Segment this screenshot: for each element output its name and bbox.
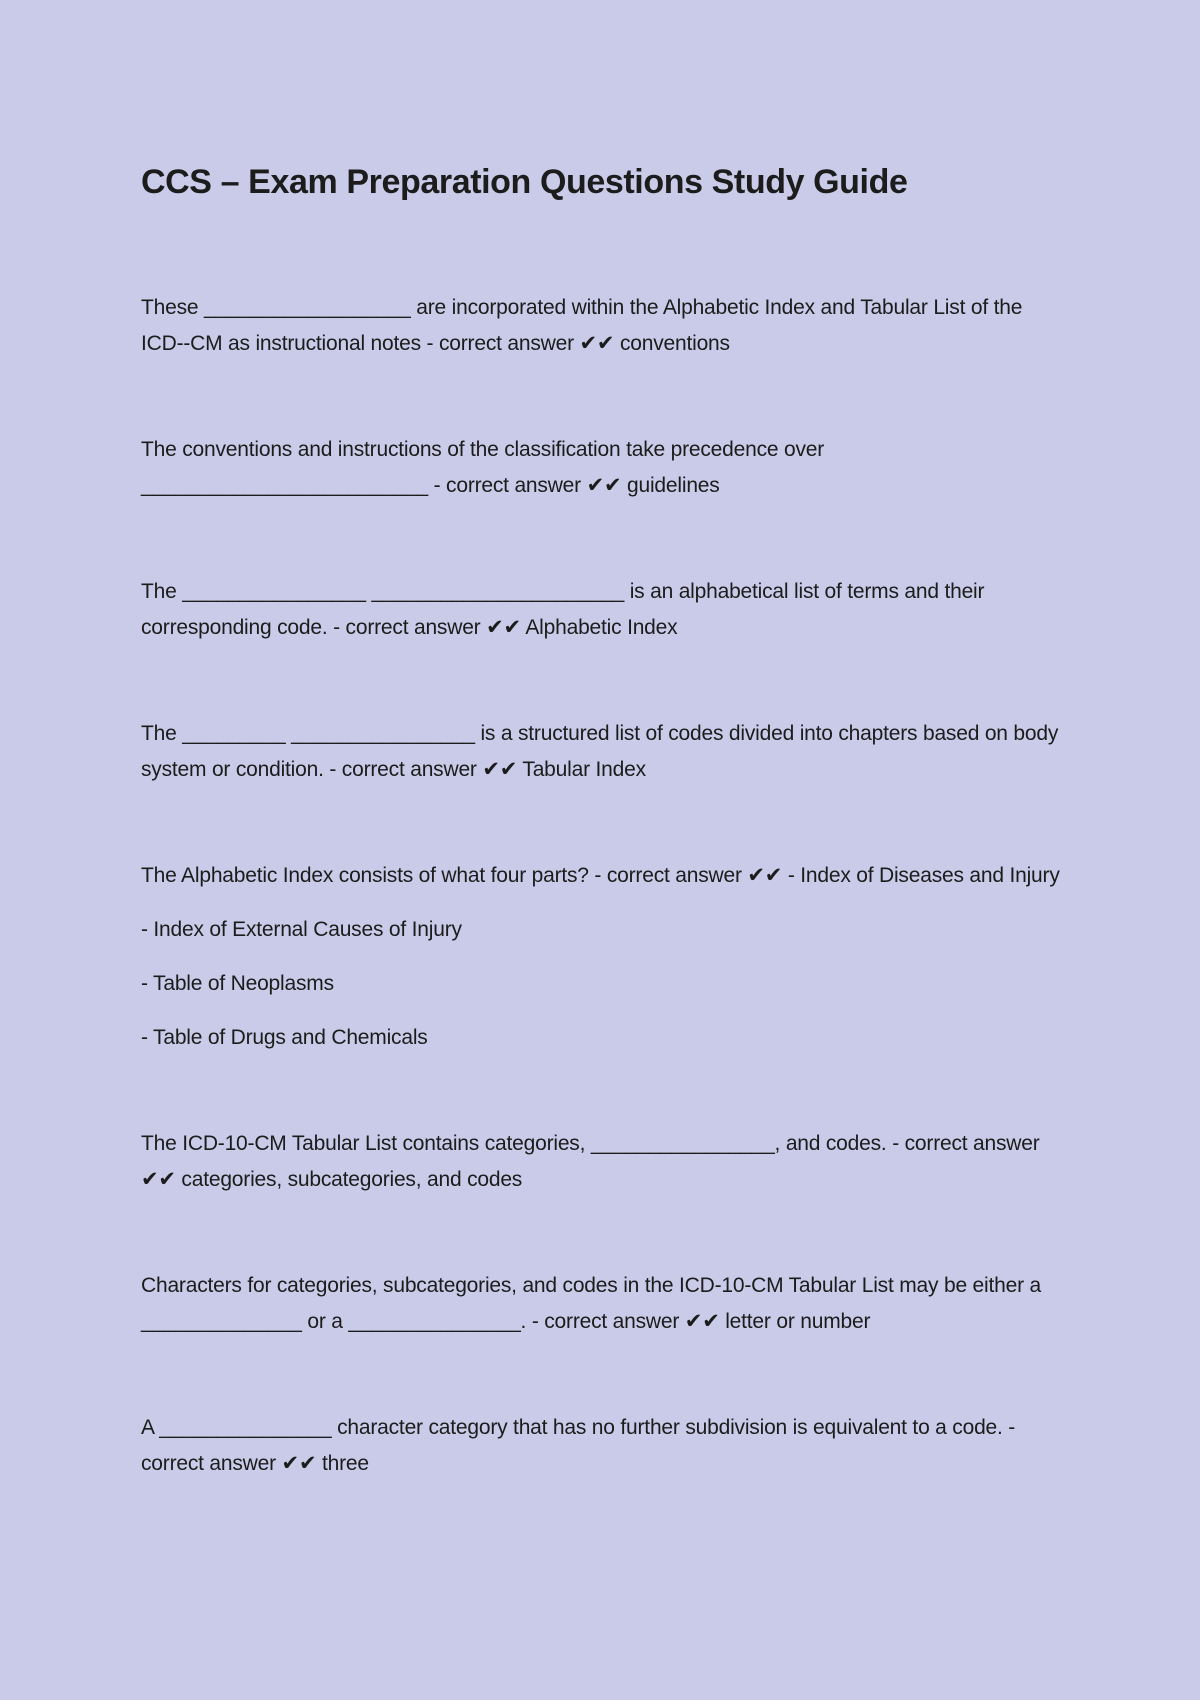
question-item (141, 716, 1070, 788)
question-item (141, 1268, 1070, 1340)
question-item (141, 574, 1070, 646)
question-item (141, 858, 1070, 1056)
document-title: CCS – Exam Preparation Questions Study Guide (141, 163, 908, 201)
question-text: A _______________ character category that has no further subdivision is equivalent to a code. - correct answer ✔✔ three (141, 1416, 1016, 1475)
question-text: Characters for categories, subcategories, and codes in the ICD-10-CM Tabular List may be either a ______________ or a _______________. - correct answer ✔✔ letter or number (141, 1274, 1041, 1333)
question-item (141, 432, 1070, 504)
answer-sub-item: - Index of External Causes of Injury (141, 918, 462, 941)
answer-sub-item: - Table of Neoplasms (141, 972, 334, 995)
question-text: The ________________ ______________________ is an alphabetical list of terms and their corresponding code. - correct answer ✔✔ Alphabetic Index (141, 580, 985, 639)
question-text: These __________________ are incorporated within the Alphabetic Index and Tabular List of the ICD--CM as instructional notes - correct answer ✔✔ conventions (141, 296, 1023, 355)
question-item (141, 290, 1070, 362)
question-text: The ICD-10-CM Tabular List contains categories, ________________, and codes. - correct answer ✔✔ categories, subcategories, and codes (141, 1132, 1040, 1191)
question-text: The _________ ________________ is a structured list of codes divided into chapters based on body system or condition. - correct answer ✔✔ Tabular Index (141, 722, 1059, 781)
question-text: The conventions and instructions of the classification take precedence over _________________________ - correct answer ✔✔ guidelines (141, 438, 825, 497)
question-item (141, 1126, 1070, 1198)
question-text: The Alphabetic Index consists of what four parts? - correct answer ✔✔ - Index of Diseases and Injury (141, 864, 1060, 887)
question-list (141, 290, 1070, 1482)
question-item (141, 1410, 1070, 1482)
answer-sub-item: - Table of Drugs and Chemicals (141, 1026, 428, 1049)
